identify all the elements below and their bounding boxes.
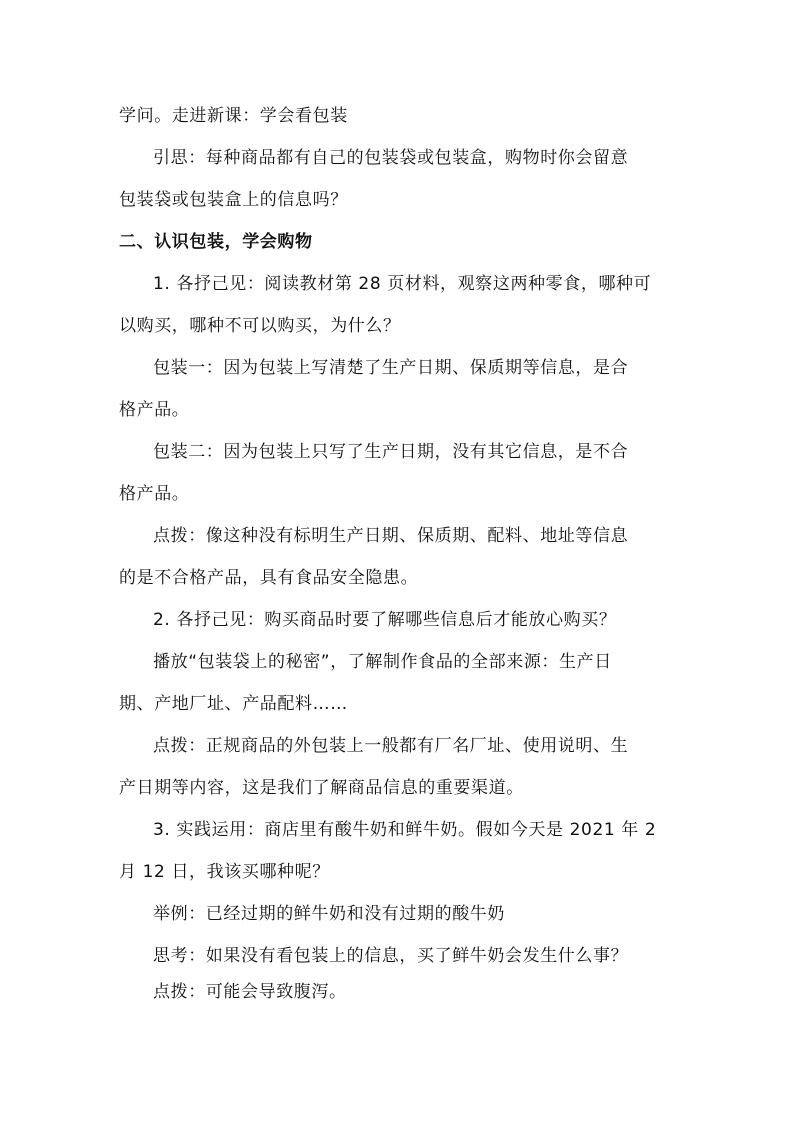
text-line: 3. 实践运用：商店里有酸牛奶和鲜牛奶。假如今天是 2021 年 2 [153, 820, 657, 840]
text-line: 期、产地厂址、产品配料…… [119, 694, 348, 714]
text-line: 点拨：像这种没有标明生产日期、保质期、配料、地址等信息 [153, 526, 629, 546]
text-line: 1. 各抒己见：阅读教材第 28 页材料，观察这两种零食，哪种可 [153, 274, 652, 294]
text-line: 月 12 日，我该买哪种呢？ [119, 862, 330, 882]
text-line: 包装二：因为包装上只写了生产日期，没有其它信息，是不合 [153, 442, 629, 462]
text-line: 以购买，哪种不可以购买，为什么？ [119, 316, 401, 336]
text-line: 包装袋或包装盒上的信息吗？ [119, 190, 348, 210]
document-body [119, 98, 679, 1010]
text-line: 播放“包装袋上的秘密”，了解制作食品的全部来源：生产日 [153, 652, 612, 672]
text-line: 格产品。 [119, 400, 190, 420]
text-line: 点拨：正规商品的外包装上一般都有厂名厂址、使用说明、生 [153, 736, 629, 756]
text-line: 举例：已经过期的鲜牛奶和没有过期的酸牛奶 [153, 904, 505, 924]
text-line: 包装一：因为包装上写清楚了生产日期、保质期等信息，是合 [153, 358, 629, 378]
text-line: 2. 各抒己见：购买商品时要了解哪些信息后才能放心购买？ [153, 610, 617, 630]
text-line: 点拨：可能会导致腹泻。 [153, 982, 347, 1002]
text-line: 引思：每种商品都有自己的包装袋或包装盒，购物时你会留意 [153, 148, 629, 168]
text-line: 学问。走进新课：学会看包装 [119, 106, 348, 126]
text-line: 格产品。 [119, 484, 190, 504]
text-line: 思考：如果没有看包装上的信息，买了鲜牛奶会发生什么事？ [153, 946, 629, 966]
text-line: 的是不合格产品，具有食品安全隐患。 [119, 568, 419, 588]
section-heading: 二、认识包装，学会购物 [119, 232, 313, 252]
text-line: 产日期等内容，这是我们了解商品信息的重要渠道。 [119, 778, 524, 798]
